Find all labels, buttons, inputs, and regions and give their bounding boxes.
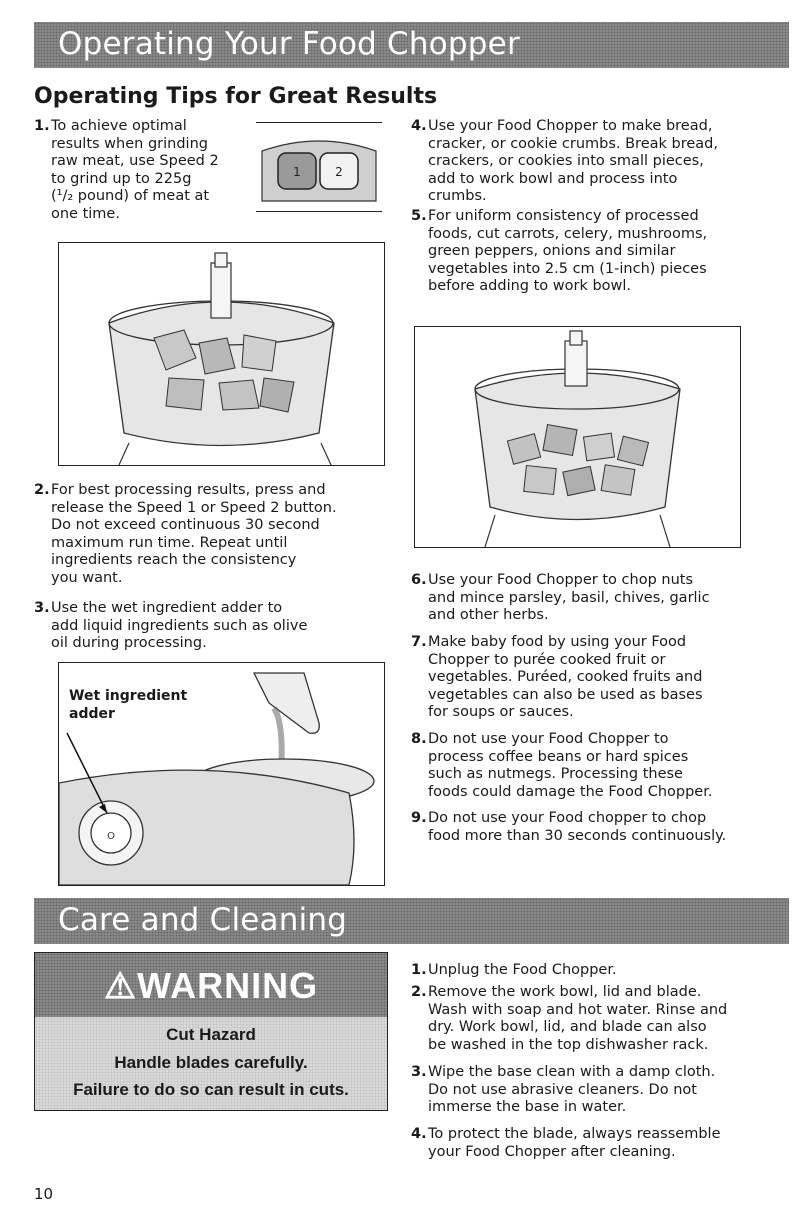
step-number: 3. (411, 1064, 427, 1080)
adder-caption (69, 687, 187, 723)
step-number: 4. (411, 1126, 427, 1142)
warning-label: ⚠WARNING (103, 965, 319, 1006)
step-line: Do not exceed continuous 30 second (51, 517, 320, 533)
adder-caption-line: Wet ingredient (69, 688, 188, 704)
step-line: such as nutmegs. Processing these (428, 766, 683, 782)
step-line: immerse the base in water. (428, 1099, 627, 1115)
step-line: cracker, or cookie crumbs. Break bread, (428, 135, 718, 152)
warning-body (35, 1017, 387, 1110)
step-line: your Food Chopper after cleaning. (428, 1143, 676, 1160)
step-line: be washed in the top dishwasher rack. (428, 1036, 709, 1053)
warning-line-1: Handle blades carefully. (114, 1053, 308, 1072)
step-line: oil during processing. (51, 635, 207, 651)
step-line: Chopper to purée cooked fruit or (428, 651, 666, 668)
step-line: dry. Work bowl, lid, and blade can also (428, 1019, 707, 1035)
meat-bowl-illustration (58, 242, 385, 466)
step-line: and other herbs. (428, 607, 549, 623)
page-title: Operating Your Food Chopper (58, 26, 520, 62)
step-line: For uniform consistency of processed (428, 208, 699, 224)
step-line: process coffee beans or hard spices (428, 748, 689, 765)
step-line: and mince parsley, basil, chives, garlic (428, 589, 710, 606)
step-line: foods, cut carrots, celery, mushrooms, (428, 225, 708, 242)
care-banner (34, 898, 789, 944)
warning-line-2: Failure to do so can result in cuts. (73, 1080, 349, 1099)
warning-hazard: Cut Hazard (166, 1025, 256, 1044)
step-line: add to work bowl and process into (428, 170, 678, 187)
step-line: Do not use abrasive cleaners. Do not (428, 1081, 697, 1098)
step-line: To achieve optimal (51, 118, 187, 134)
wet-ingredient-adder-illustration (58, 662, 385, 886)
speed-1-label: 1 (293, 165, 301, 179)
step-number: 7. (411, 634, 427, 650)
step-line: for soups or sauces. (428, 704, 574, 720)
step-line: Wash with soap and hot water. Rinse and (428, 1001, 728, 1018)
step-line: To protect the blade, always reassemble (428, 1126, 721, 1142)
step-line: Use the wet ingredient adder to (51, 600, 283, 616)
tips-heading: Operating Tips for Great Results (34, 84, 438, 109)
step-line: vegetables. Puréed, cooked fruits and (428, 669, 703, 685)
step-line: Unplug the Food Chopper. (428, 962, 617, 978)
svg-text:O: O (107, 831, 115, 842)
step-line: vegetables can also be used as bases (428, 686, 703, 703)
step-number: 5. (411, 208, 427, 224)
step-line: release the Speed 1 or Speed 2 button. (51, 499, 337, 516)
speed-2-label: 2 (335, 165, 343, 179)
step-line: maximum run time. Repeat until (51, 534, 288, 551)
step-line: Use your Food Chopper to make bread, (428, 118, 713, 134)
step-number: 1. (34, 118, 50, 134)
vegetable-bowl-illustration (414, 326, 741, 548)
step-line: foods could damage the Food Chopper. (428, 783, 713, 800)
step-line: Do not use your Food Chopper to (428, 731, 669, 747)
step-line: Wipe the base clean with a damp cloth. (428, 1064, 716, 1080)
step-number: 4. (411, 118, 427, 134)
step-line: ingredients reach the consistency (51, 552, 297, 568)
step-line: you want. (51, 569, 123, 586)
warning-box (34, 952, 388, 1111)
step-line: raw meat, use Speed 2 (51, 153, 219, 169)
step-line: food more than 30 seconds continuously. (428, 827, 727, 844)
step-line: crumbs. (428, 188, 487, 204)
step-number: 2. (34, 482, 50, 498)
step-line: green peppers, onions and similar (428, 243, 676, 259)
step-number: 8. (411, 731, 427, 747)
step-number: 1. (411, 962, 427, 978)
step-line: Do not use your Food chopper to chop (428, 810, 707, 826)
step-line: Make baby food by using your Food (428, 634, 687, 650)
step-line: add liquid ingredients such as olive (51, 617, 308, 634)
care-title: Care and Cleaning (58, 902, 348, 938)
step-number: 6. (411, 572, 427, 588)
step-line: before adding to work bowl. (428, 278, 632, 294)
step-line: to grind up to 225g (51, 170, 192, 187)
step-line: vegetables into 2.5 cm (1-inch) pieces (428, 260, 707, 277)
step-line: one time. (51, 205, 120, 222)
step-line: Use your Food Chopper to chop nuts (428, 572, 694, 588)
step-line: crackers, or cookies into small pieces, (428, 153, 704, 169)
step-line: results when grinding (51, 135, 208, 152)
step-line: (¹/₂ pound) of meat at (51, 188, 210, 204)
warning-header (35, 953, 387, 1017)
step-line: Remove the work bowl, lid and blade. (428, 984, 702, 1000)
page-number: 10 (34, 1185, 54, 1203)
speed-buttons-illustration (256, 122, 382, 212)
step-number: 9. (411, 810, 427, 826)
step-number: 3. (34, 600, 50, 616)
adder-caption-line: adder (69, 706, 115, 722)
step-line: For best processing results, press and (51, 482, 326, 498)
step-number: 2. (411, 984, 427, 1000)
header-banner (34, 22, 789, 68)
